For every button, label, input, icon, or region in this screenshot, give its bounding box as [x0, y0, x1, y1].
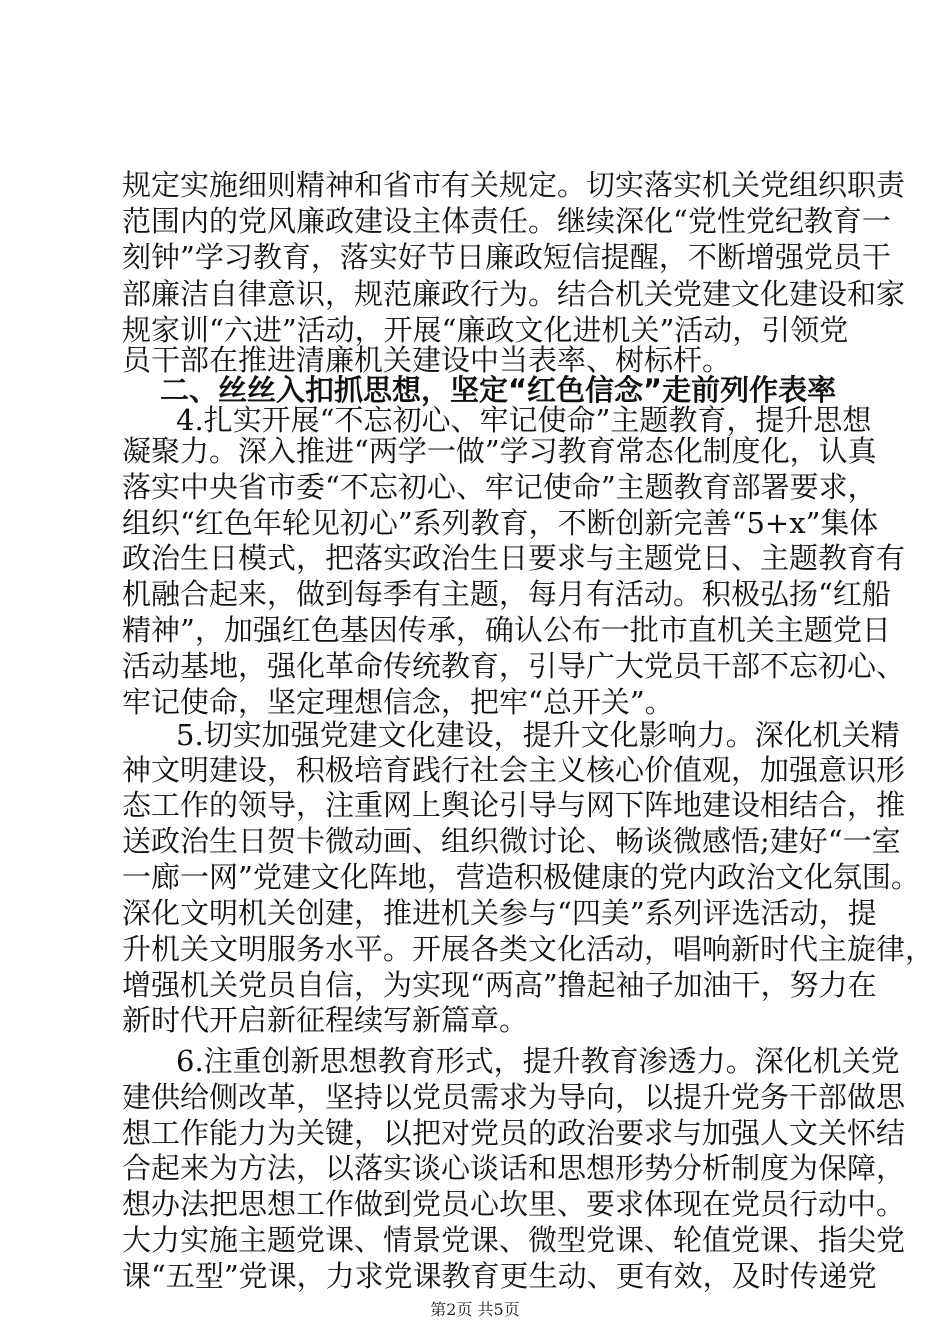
text-line: 范围内的党风廉政建设主体责任。继续深化“党性党纪教育一 — [122, 204, 891, 238]
text-line: 大力实施主题党课、情景党课、微型党课、轮值党课、指尖党 — [122, 1223, 906, 1257]
text-line: 牢记使命，坚定理想信念，把牢“总开关”。 — [122, 685, 674, 719]
text-line: 增强机关党员自信，为实现“两高”撸起袖子加油干，努力在 — [122, 968, 877, 1002]
text-line: 规定实施细则精神和省市有关规定。切实落实机关党组织职责 — [122, 168, 906, 202]
text-line: 凝聚力。深入推进“两学一做”学习教育常态化制度化，认真 — [122, 434, 877, 468]
text-line: 合起来为方法，以落实谈心谈话和思想形势分析制度为保障， — [122, 1151, 906, 1185]
text-line: 想办法把思想工作做到党员心坎里、要求体现在党员行动中。 — [122, 1187, 906, 1221]
text-line: 精神”，加强红色基因传承，确认公布一批市直机关主题党日 — [122, 613, 891, 647]
text-line: 6.注重创新思想教育形式，提升教育渗透力。深化机关党 — [176, 1044, 900, 1078]
text-line: 规家训“六进”活动，开展“廉政文化进机关”活动，引领党 — [122, 313, 849, 347]
text-line: 一廊一网”党建文化阵地，营造积极健康的党内政治文化氛围。 — [122, 860, 920, 894]
text-line: 4.扎实开展“不忘初心、牢记使命”主题教育，提升思想 — [176, 403, 872, 437]
text-line: 送政治生日贺卡微动画、组织微讨论、畅谈微感悟;建好“一室 — [122, 824, 901, 858]
text-line: 部廉洁自律意识，规范廉政行为。结合机关党建文化建设和家 — [122, 277, 906, 311]
text-line: 态工作的领导，注重网上舆论引导与网下阵地建设相结合，推 — [122, 788, 906, 822]
section-heading: 二、丝丝入扣抓思想，坚定“红色信念”走前列作表率 — [160, 373, 837, 407]
page-footer: 第2页 共5页 — [430, 1300, 520, 1319]
text-line: 5.切实加强党建文化建设，提升文化影响力。深化机关精 — [176, 718, 900, 752]
text-line: 落实中央省市委“不忘初心、牢记使命”主题教育部署要求， — [122, 470, 877, 504]
text-line: 机融合起来，做到每季有主题，每月有活动。积极弘扬“红船 — [122, 577, 891, 611]
text-line: 活动基地，强化革命传统教育，引导广大党员干部不忘初心、 — [122, 649, 906, 683]
text-line: 新时代开启新征程续写新篇章。 — [122, 1003, 529, 1037]
text-line: 升机关文明服务水平。开展各类文化活动，唱响新时代主旋律， — [122, 932, 935, 966]
text-line: 想工作能力为关键，以把对党员的政治要求与加强人文关怀结 — [122, 1116, 906, 1150]
text-line: 刻钟”学习教育，落实好节日廉政短信提醒，不断增强党员干 — [122, 240, 891, 274]
text-line: 建供给侧改革，坚持以党员需求为导向，以提升党务干部做思 — [122, 1080, 906, 1114]
text-line: 员干部在推进清廉机关建设中当表率、树标杆。 — [122, 343, 732, 377]
text-line: 神文明建设，积极培育践行社会主义核心价值观，加强意识形 — [122, 753, 906, 787]
text-line: 政治生日模式，把落实政治生日要求与主题党日、主题教育有 — [122, 541, 906, 575]
text-line: 组织“红色年轮见初心”系列教育，不断创新完善“5+x”集体 — [122, 506, 879, 540]
text-line: 深化文明机关创建，推进机关参与“四美”系列评选活动，提 — [122, 896, 877, 930]
text-line: 课“五型”党课，力求党课教育更生动、更有效，及时传递党 — [122, 1259, 877, 1293]
